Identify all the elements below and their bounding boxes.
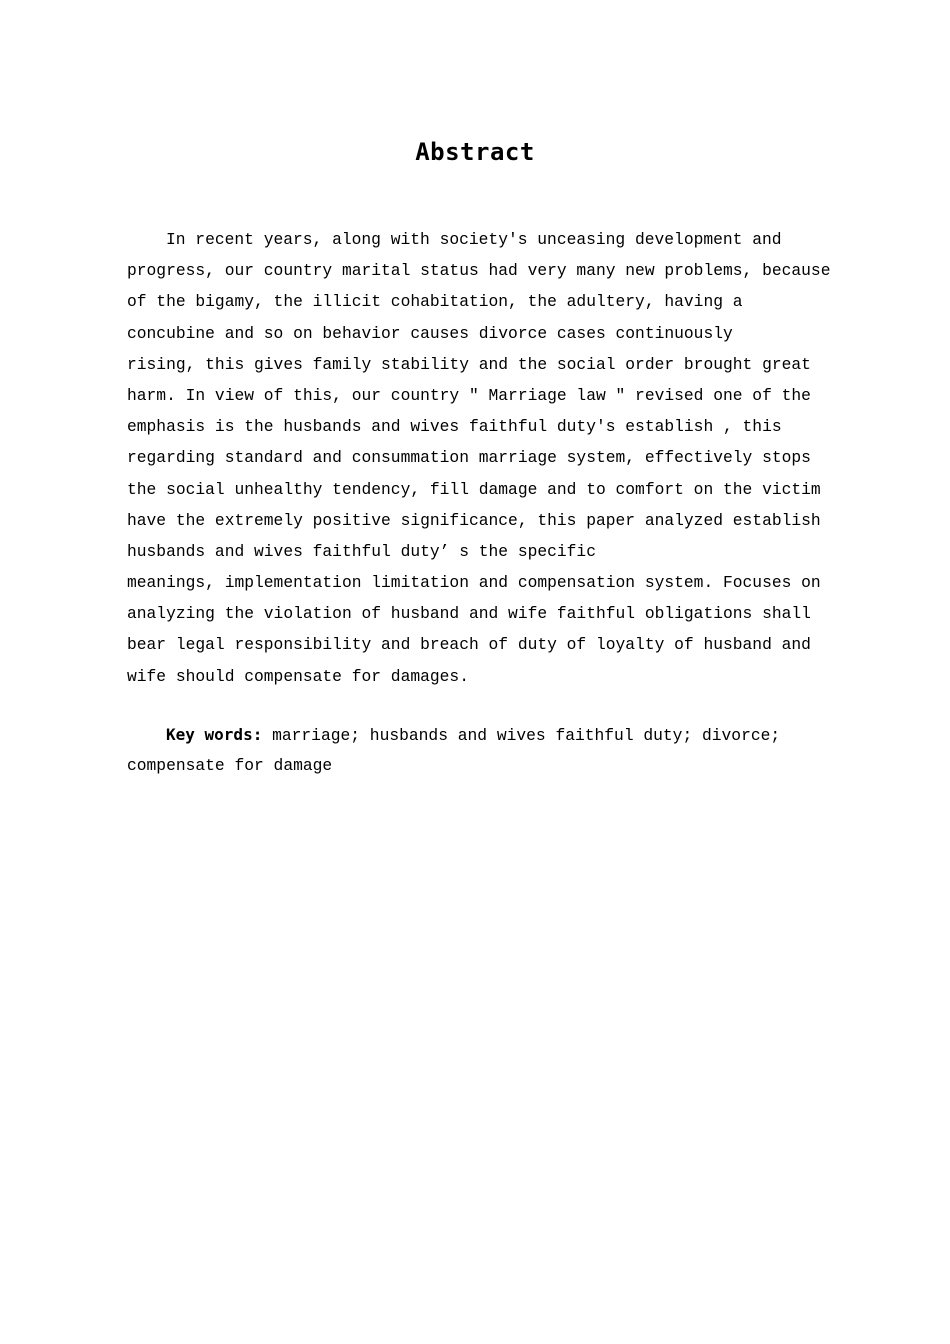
keywords-label: Key words: [166,725,263,744]
abstract-line: harm. In view of this, our country " Marriage law " revised one of the [127,385,811,405]
keywords-section [127,719,827,781]
abstract-line: the social unhealthy tendency, fill damage and to comfort on the victim [127,479,821,499]
abstract-line: analyzing the violation of husband and wife faithful obligations shall [127,604,811,624]
abstract-line: bear legal responsibility and breach of duty of loyalty of husband and [127,635,811,655]
abstract-line: rising, this gives family stability and the social order brought great [127,354,811,374]
abstract-line: meanings, implementation limitation and compensation system. Focuses on [127,573,821,593]
abstract-line: husbands and wives faithful duty’ s the specific [127,541,596,561]
abstract-line: regarding standard and consummation marriage system, effectively stops [127,448,811,468]
abstract-line: concubine and so on behavior causes divorce cases continuously [127,323,733,343]
abstract-line: of the bigamy, the illicit cohabitation, the adultery, having a [127,292,743,312]
abstract-line: progress, our country marital status had very many new problems, because [127,261,831,281]
keywords-text: marriage; husbands and wives faithful duty; divorce; [262,726,781,745]
abstract-line: emphasis is the husbands and wives faithful duty's establish , this [127,417,782,437]
page-title: Abstract [415,138,535,166]
abstract-line: In recent years, along with society's unceasing development and [166,230,782,249]
abstract-body [127,224,831,692]
keywords-line-continued: compensate for damage [127,756,333,776]
keywords-line [127,719,827,750]
abstract-line: wife should compensate for damages. [127,666,469,686]
abstract-line: have the extremely positive significance, this paper analyzed establish [127,510,821,530]
